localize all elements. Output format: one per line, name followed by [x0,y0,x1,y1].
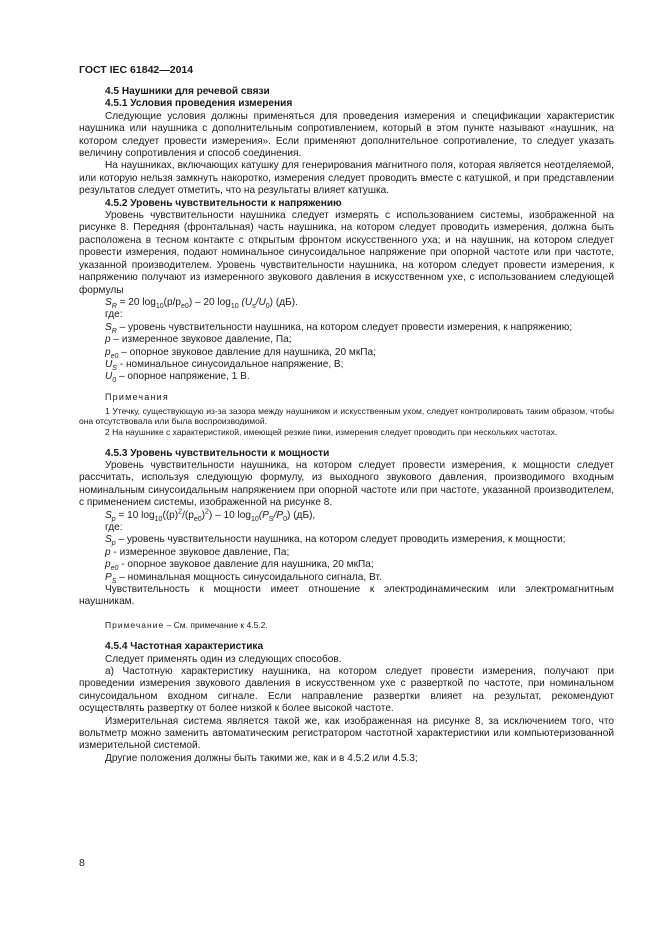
paragraph: а) Частотную характеристику наушника, на котором следует провести измерения, получают при проведении измерения звукового давления в искусственном ухе с разверткой по частоте, при номинальном синусоидальном входном сигнале. Если направление развертки влияет на результат, рекомендуют осуществлять развертку от более низкой к более высокой частоте. [79,666,614,715]
where-label: где: [105,521,123,533]
definition-item: $P_S$ – номинальная мощность синусоидального сигнала, Вт. [105,571,382,585]
page-number: 8 [79,857,85,869]
notes-title: Примечания [105,391,169,402]
standard-designation: ГОСТ IEC 61842—2014 [79,64,194,76]
definition-item: $S_R$ – уровень чувствительности наушника, на котором следует провести измерения, к напряжению; [105,321,573,335]
note-item: 1 Утечку, существующую из-за зазора между наушником и искусственным ухом, следует контролировать таким образом, чтобы она отсутствовала или была воспроизводимой. [79,405,614,427]
section-4-5-1-heading: 4.5.1 Условия проведения измерения [105,98,293,110]
paragraph: Следующие условия должны применяться для проведения измерения и спецификации характеристик наушника или наушника с дополнительным сопротивлением, который в этом пункте называют «наушник, на котором следует провести измерения». Если применяют дополнительное сопротивление, то следует указать величину сопротивления и способ соединения. [79,110,614,160]
paragraph: На наушниках, включающих катушку для генерирования магнитного поля, которая является неотделяемой, или которую нельзя замкнуть накоротко, измерения следует проводить вместе с катушкой, и при представлении результатов следует отметить, что на результаты влияет катушка. [79,160,614,197]
definition-item: p - измеренное звуковое давление, Па; [105,546,290,558]
document-body [79,86,614,765]
paragraph: Другие положения должны быть такими же, как и в 4.5.2 или 4.5.3; [105,752,418,764]
definition-item: $U_0$ – опорное напряжение, 1 В. [105,371,250,385]
paragraph: Измерительная система является такой же, как изображенная на рисунке 8, за исключением того, что вольтметр можно заменить автоматическим регистратором частотной характеристики или компьютеризованной измерительной системой. [79,715,614,752]
formula-voltage-sensitivity: $S_R = 20$ $\log_{10}(p/p_{e0}) - 20$ $\log_{10} (U_s/U_0)$ (дБ). [105,296,298,310]
section-4-5-heading: 4.5 Наушники для речевой связи [105,86,270,97]
section-4-5-3-heading: 4.5.3 Уровень чувствительности к мощности [105,447,330,459]
paragraph: Следует применять один из следующих способов. [105,653,342,665]
formula-power-sensitivity: $S_p = 10$ $\log_{10}((p)^2/(p_{e0})^2) - 10$ $\log_{10}(P_S/P_0)$ (дБ), [105,508,316,523]
note-item: 2 На наушнике с характеристикой, имеющей резкие пики, измерения следует проводить при нескольких частотах. [105,426,558,437]
paragraph: Уровень чувствительности наушника следует измерять с использованием системы, изображенной на рисунке 8. Передняя (фронтальная) часть наушника, на котором следует проводить измерения, должна быть расположена в тесном контакте с открытым фронтом искусственного уха; и на наушник, на котором следует провести измерения, подают номинальное синусоидальное напряжение при опорной частоте или при частоте, указанной производителем. Уровень чувствительности наушника, на котором следует провести измерения, к напряжению получают из измеренного звукового давления в искусственном ухе, с использованием следующей формулы [79,210,614,296]
section-4-5-4-heading: 4.5.4 Частотная характеристика [105,641,264,653]
definition-item: $S_p$ – уровень чувствительности наушника, на котором следует проводить измерения, к мощности; [105,534,566,548]
paragraph: Чувствительность к мощности имеет отношение к электродинамическим или электромагнитным наушникам. [79,584,614,608]
definition-item: $U_S$ - номинальное синусоидальное напряжение, В; [105,358,344,372]
definition-item: $p_{e0}$ - опорное звуковое давление для наушника, 20 мкПа; [105,559,374,573]
where-label: где: [105,309,123,321]
paragraph: Уровень чувствительности наушника, на котором следует провести измерения, к мощности следует рассчитать, используя следующую формулу, из выходного звукового давления, производимого входным номинальным синусоидальным напряжением при опорной частоте или при частоте, указанной производителем, с применением системы, изображенной на рисунке 8. [79,459,614,509]
definition-item: p – измеренное звуковое давление, Па; [105,334,292,346]
definition-item: $p_{e0}$ – опорное звуковое давление для наушника, 20 мкПа; [105,346,376,360]
section-4-5-2-heading: 4.5.2 Уровень чувствительности к напряжению [105,197,342,209]
note-inline: Примечание – См. примечание к 4.5.2. [105,619,268,630]
